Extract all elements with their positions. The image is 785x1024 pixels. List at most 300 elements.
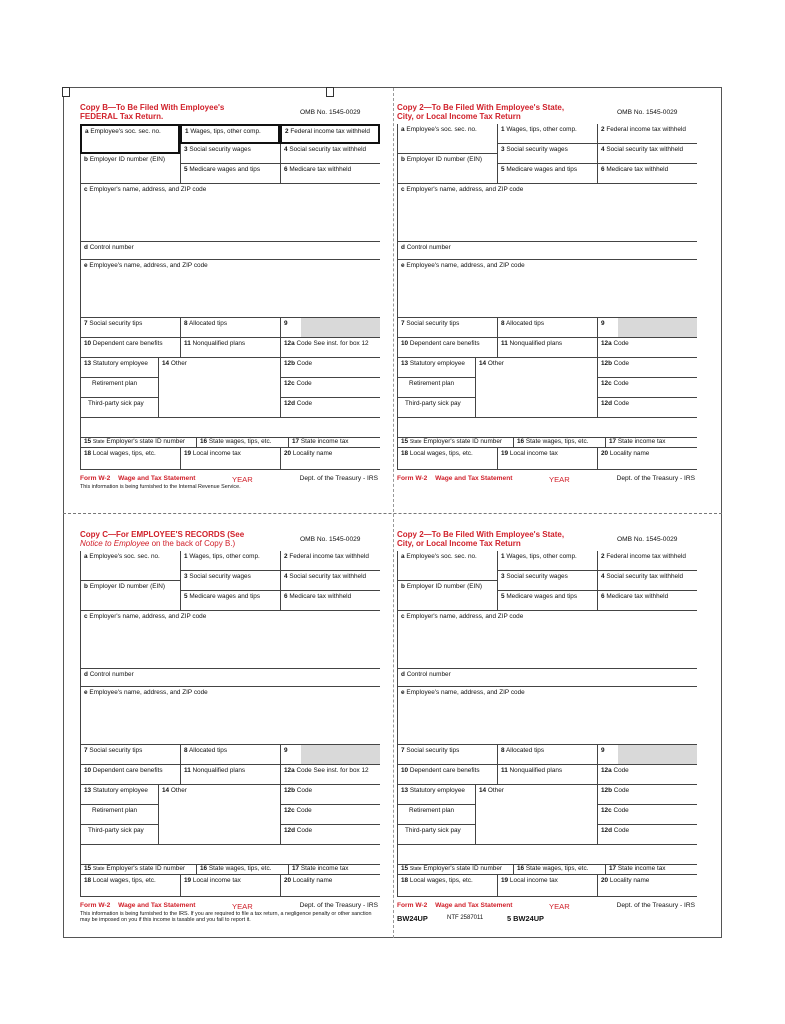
box-16-state-wages-text: State wages, tips, etc.: [525, 438, 589, 445]
box-16-state-wages-num: 16: [517, 438, 525, 445]
box-12c[interactable]: [597, 805, 697, 825]
box-5-medicare-wages-text: Medicare wages and tips: [189, 593, 261, 600]
box-3-ss-wages-label: [184, 573, 251, 580]
box-10-dependent-care-text: Dependent care benefits: [92, 767, 163, 774]
blank-row[interactable]: [397, 418, 697, 438]
box-8-allocated-tips-text: Allocated tips: [189, 747, 228, 754]
box-13-statutory[interactable]: [80, 785, 158, 805]
box-17-state-tax[interactable]: [288, 438, 380, 448]
box-11-nonqualified[interactable]: [180, 765, 280, 785]
box-16-state-wages[interactable]: [196, 438, 288, 448]
box-12c-num: 12c: [284, 807, 295, 814]
box-8-allocated-tips-label: [184, 747, 227, 754]
box-13-retirement-label: [84, 380, 137, 387]
box-6-medicare-tax-label: [284, 593, 351, 600]
copy-title-line2-text: City, or Local Income Tax Return: [397, 111, 521, 121]
box-13-sick-pay[interactable]: [397, 398, 475, 418]
box-1-wages-text: Wages, tips, other comp.: [506, 553, 577, 560]
box-13-retirement-label: [84, 807, 137, 814]
box-7-ss-tips-label: [401, 747, 459, 754]
box-9-shaded: [618, 318, 697, 337]
box-5-medicare-wages[interactable]: [180, 591, 280, 611]
box-e-employee-text: Employee's name, address, and ZIP code: [406, 262, 525, 269]
box-3-ss-wages[interactable]: [180, 571, 280, 591]
box-16-state-wages-label: [200, 438, 271, 445]
box-13-statutory-label: [401, 360, 465, 367]
box-16-state-wages-label: [200, 865, 271, 872]
box-12d[interactable]: [280, 825, 380, 845]
box-17-state-tax[interactable]: [288, 865, 380, 875]
box-9-num: 9: [601, 747, 605, 754]
box-a-ssn[interactable]: [397, 551, 497, 581]
box-18-local-wages[interactable]: [397, 448, 497, 470]
box-11-nonqualified-num: 11: [184, 340, 191, 347]
box-12a-text: Code: [296, 340, 312, 347]
box-c-employer[interactable]: [397, 184, 697, 242]
omb-number: OMB No. 1545-0029: [617, 536, 678, 543]
box-12a-text: Code: [613, 767, 629, 774]
box-12c[interactable]: [280, 378, 380, 398]
box-11-nonqualified-label: [501, 767, 562, 774]
box-13-statutory-num: 13: [84, 787, 92, 794]
box-c-employer[interactable]: [397, 611, 697, 669]
box-19-local-tax[interactable]: [497, 875, 597, 897]
treasury-dept: Dept. of the Treasury - IRS: [616, 902, 695, 909]
box-b-ein[interactable]: [80, 154, 180, 184]
box-17-state-tax[interactable]: [605, 438, 697, 448]
box-12c-num: 12c: [284, 380, 295, 387]
box-16-state-wages[interactable]: [196, 865, 288, 875]
box-12a-label: [601, 340, 629, 347]
treasury-dept: Dept. of the Treasury - IRS: [616, 475, 695, 482]
box-12a-label: [284, 340, 369, 347]
box-b-ein[interactable]: [80, 581, 180, 611]
box-6-medicare-tax[interactable]: [597, 164, 697, 184]
box-2-fed-tax[interactable]: [597, 551, 697, 571]
box-20-locality-num: 20: [284, 877, 292, 884]
box-12b[interactable]: [280, 358, 380, 378]
box-20-locality-label: [284, 877, 332, 884]
box-12b-num: 12b: [601, 787, 613, 794]
box-13-retirement[interactable]: [397, 805, 475, 825]
box-12c-num: 12c: [601, 807, 612, 814]
box-6-medicare-tax-num: 6: [284, 593, 288, 600]
box-a-ssn[interactable]: [397, 124, 497, 154]
box-12b-label: [601, 787, 629, 794]
box-19-local-tax-label: [184, 450, 241, 457]
box-5-medicare-wages[interactable]: [497, 591, 597, 611]
box-18-local-wages-label: [84, 450, 156, 457]
box-12b-text: Code: [613, 360, 630, 367]
box-11-nonqualified[interactable]: [180, 338, 280, 358]
box-12b-text: Code: [613, 787, 630, 794]
box-8-allocated-tips[interactable]: [180, 318, 280, 338]
box-13-statutory-label: [401, 787, 465, 794]
form-name: Form W-2: [397, 475, 428, 482]
box-16-state-wages-num: 16: [200, 438, 208, 445]
box-14-other[interactable]: [475, 785, 597, 845]
box-12a-label: [284, 767, 369, 774]
box-17-state-tax[interactable]: [605, 865, 697, 875]
box-18-local-wages-num: 18: [84, 877, 92, 884]
box-11-nonqualified-text: Nonqualified plans: [509, 340, 563, 347]
box-20-locality-label: [601, 450, 649, 457]
blank-row[interactable]: [80, 845, 380, 865]
box-6-medicare-tax[interactable]: [280, 164, 380, 184]
box-e-employee-label: [84, 689, 208, 696]
box-c-employer[interactable]: [80, 184, 380, 242]
box-5-medicare-wages[interactable]: [180, 164, 280, 184]
box-7-ss-tips-text: Social security tips: [406, 747, 460, 754]
box-13-statutory-label: [84, 787, 148, 794]
box-c-employer-label: [401, 186, 523, 193]
box-9[interactable]: [597, 318, 697, 338]
box-10-dependent-care[interactable]: [397, 338, 497, 358]
box-a-ssn-text: Employee's soc. sec. no.: [406, 126, 477, 133]
box-7-ss-tips-label: [84, 320, 142, 327]
box-4-ss-tax-label: [601, 573, 683, 580]
box-13-statutory[interactable]: [397, 785, 475, 805]
box-c-employer-label: [84, 186, 206, 193]
box-12d[interactable]: [597, 825, 697, 845]
box-a-ssn[interactable]: [80, 124, 180, 154]
w2-copy-2-top: [397, 104, 697, 494]
box-18-local-wages-num: 18: [401, 450, 409, 457]
box-d-control[interactable]: [397, 242, 697, 260]
box-e-employee[interactable]: [80, 260, 380, 318]
box-5-medicare-wages-label: [184, 593, 260, 600]
box-12c-label: [284, 380, 312, 387]
box-9-num: 9: [284, 320, 288, 327]
box-7-ss-tips-num: 7: [401, 320, 405, 327]
box-e-employee-text: Employee's name, address, and ZIP code: [89, 262, 208, 269]
box-3-ss-wages-label: [501, 573, 568, 580]
box-a-ssn-label: [85, 128, 161, 135]
box-3-ss-wages-text: Social security wages: [189, 573, 251, 580]
box-15-state[interactable]: [80, 438, 196, 448]
box-12c[interactable]: [280, 805, 380, 825]
box-6-medicare-tax[interactable]: [597, 591, 697, 611]
form-title: Wage and Tax Statement: [118, 902, 196, 909]
box-1-wages-text: Wages, tips, other comp.: [506, 126, 577, 133]
box-19-local-tax[interactable]: [497, 448, 597, 470]
box-e-employee-num: e: [84, 262, 88, 269]
box-14-other[interactable]: [475, 358, 597, 418]
horizontal-perforation: [63, 513, 722, 514]
box-e-employee-num: e: [84, 689, 88, 696]
tax-year: YEAR: [232, 475, 253, 484]
box-13-sick-pay-label: [401, 400, 461, 407]
box-9[interactable]: [280, 745, 380, 765]
box-9[interactable]: [597, 745, 697, 765]
box-12a-text: Code: [296, 767, 312, 774]
box-15-state[interactable]: [80, 865, 196, 875]
box-e-employee[interactable]: [80, 687, 380, 745]
box-7-ss-tips-num: 7: [401, 747, 405, 754]
box-7-ss-tips[interactable]: [80, 745, 180, 765]
box-14-other[interactable]: [158, 785, 280, 845]
form-name: Form W-2: [397, 902, 428, 909]
box-a-ssn-text: Employee's soc. sec. no.: [90, 128, 161, 135]
box-15-num: 15: [401, 438, 409, 445]
box-13-retirement[interactable]: [80, 378, 158, 398]
box-5-medicare-wages-text: Medicare wages and tips: [506, 166, 578, 173]
box-3-ss-wages-label: [501, 146, 568, 153]
box-d-control-text: Control number: [406, 671, 451, 678]
box-7-ss-tips[interactable]: [80, 318, 180, 338]
box-17-state-tax-label: [609, 438, 666, 445]
box-18-local-wages[interactable]: [80, 875, 180, 897]
box-16-state-wages-label: [517, 438, 588, 445]
box-13-statutory[interactable]: [80, 358, 158, 378]
box-18-local-wages-num: 18: [84, 450, 92, 457]
box-4-ss-tax[interactable]: [280, 144, 380, 164]
box-7-ss-tips-text: Social security tips: [89, 747, 143, 754]
box-15-state[interactable]: [397, 438, 513, 448]
box-12b[interactable]: [597, 785, 697, 805]
box-2-fed-tax-label: [601, 126, 686, 133]
copy-title-line2: [397, 113, 597, 122]
box-d-control-text: Control number: [406, 244, 451, 251]
box-3-ss-wages[interactable]: [497, 571, 597, 591]
box-19-local-tax-text: Local income tax: [192, 877, 241, 884]
box-19-local-tax[interactable]: [180, 875, 280, 897]
box-5-medicare-wages-label: [501, 593, 577, 600]
box-10-dependent-care[interactable]: [80, 765, 180, 785]
box-9-label: [601, 747, 605, 754]
box-13-retirement-retire: Retirement plan: [409, 380, 455, 387]
box-2-fed-tax-label: [601, 553, 686, 560]
box-15-text: Employer's state ID number: [423, 865, 503, 872]
box-d-control-num: d: [84, 244, 88, 251]
box-10-dependent-care[interactable]: [80, 338, 180, 358]
box-b-ein[interactable]: [397, 581, 497, 611]
box-12d[interactable]: [597, 398, 697, 418]
box-c-employer-text: Employer's name, address, and ZIP code: [89, 613, 207, 620]
box-11-nonqualified-label: [501, 340, 562, 347]
box-12d-label: [601, 400, 629, 407]
form-name: Form W-2: [80, 475, 111, 482]
box-2-fed-tax-label: [285, 128, 370, 135]
box-4-ss-tax-num: 4: [284, 573, 288, 580]
box-15-text: Employer's state ID number: [106, 865, 186, 872]
box-9-shaded: [301, 745, 380, 764]
omb-number: OMB No. 1545-0029: [300, 109, 361, 116]
blank-row[interactable]: [80, 418, 380, 438]
box-15-num: 15: [84, 438, 92, 445]
box-15-state[interactable]: [397, 865, 513, 875]
box-20-locality[interactable]: [280, 448, 380, 470]
box-4-ss-tax[interactable]: [597, 571, 697, 591]
box-2-fed-tax[interactable]: [597, 124, 697, 144]
box-17-state-tax-text: State income tax: [617, 438, 666, 445]
footer-note: This information is being furnished to the Internal Revenue Service.: [80, 484, 241, 490]
box-6-medicare-tax[interactable]: [280, 591, 380, 611]
box-12b-text: Code: [296, 787, 313, 794]
box-12b-label: [284, 360, 312, 367]
box-20-locality-text: Locality name: [609, 450, 650, 457]
box-b-ein-num: b: [401, 156, 405, 163]
box-12a[interactable]: [280, 765, 380, 785]
box-12a[interactable]: [597, 765, 697, 785]
bottom-code-mid: NTF 2587011: [447, 915, 484, 921]
box-c-employer-label: [84, 613, 206, 620]
box-d-control[interactable]: [80, 669, 380, 687]
box-12b[interactable]: [280, 785, 380, 805]
box-e-employee[interactable]: [397, 687, 697, 745]
box-4-ss-tax[interactable]: [597, 144, 697, 164]
box-20-locality[interactable]: [597, 448, 697, 470]
box-b-ein-num: b: [84, 156, 88, 163]
box-9[interactable]: [280, 318, 380, 338]
box-18-local-wages-text: Local wages, tips, etc.: [409, 450, 473, 457]
box-12c[interactable]: [597, 378, 697, 398]
box-18-local-wages[interactable]: [80, 448, 180, 470]
box-4-ss-tax[interactable]: [280, 571, 380, 591]
box-12a[interactable]: [597, 338, 697, 358]
box-4-ss-tax-text: Social security tax withheld: [606, 573, 684, 580]
box-a-ssn[interactable]: [80, 551, 180, 581]
box-7-ss-tips[interactable]: [397, 318, 497, 338]
box-6-medicare-tax-label: [601, 166, 668, 173]
treasury-dept: Dept. of the Treasury - IRS: [299, 902, 378, 909]
box-15-state-word: State: [409, 866, 422, 872]
box-2-fed-tax-text: Federal income tax withheld: [290, 128, 370, 135]
box-17-state-tax-text: State income tax: [300, 438, 349, 445]
box-2-fed-tax-label: [284, 553, 369, 560]
box-1-wages[interactable]: [180, 124, 280, 144]
box-10-dependent-care[interactable]: [397, 765, 497, 785]
box-3-ss-wages[interactable]: [180, 144, 280, 164]
box-12a-num: 12a: [284, 767, 295, 774]
box-2-fed-tax[interactable]: [280, 551, 380, 571]
box-9-label: [284, 747, 288, 754]
box-14-other-label: [479, 360, 504, 367]
box-3-ss-wages-num: 3: [184, 146, 188, 153]
box-13-statutory[interactable]: [397, 358, 475, 378]
box-13-retirement[interactable]: [397, 378, 475, 398]
box-16-state-wages-text: State wages, tips, etc.: [525, 865, 589, 872]
box-16-state-wages-label: [517, 865, 588, 872]
box-17-state-tax-num: 17: [292, 865, 300, 872]
box-11-nonqualified-num: 11: [184, 767, 191, 774]
box-e-employee[interactable]: [397, 260, 697, 318]
box-13-sick-pay-sick: Third-party sick pay: [88, 400, 144, 407]
box-12b-label: [284, 787, 312, 794]
box-2-fed-tax-num: 2: [284, 553, 288, 560]
box-18-local-wages-text: Local wages, tips, etc.: [409, 877, 473, 884]
box-e-employee-label: [401, 262, 525, 269]
box-13-sick-pay[interactable]: [80, 825, 158, 845]
box-16-state-wages[interactable]: [513, 865, 605, 875]
box-4-ss-tax-text: Social security tax withheld: [289, 573, 367, 580]
box-1-wages-text: Wages, tips, other comp.: [190, 128, 261, 135]
box-12c-label: [284, 807, 312, 814]
box-13-sick-pay[interactable]: [397, 825, 475, 845]
box-11-nonqualified-num: 11: [501, 767, 508, 774]
box-7-ss-tips-num: 7: [84, 320, 88, 327]
box-3-ss-wages[interactable]: [497, 144, 597, 164]
box-5-medicare-wages-label: [184, 166, 260, 173]
box-b-ein-text: Employer ID number (EIN): [89, 583, 165, 590]
box-c-employer[interactable]: [80, 611, 380, 669]
box-12d[interactable]: [280, 398, 380, 418]
box-e-employee-text: Employee's name, address, and ZIP code: [89, 689, 208, 696]
box-20-locality[interactable]: [280, 875, 380, 897]
box-13-retirement-retire: Retirement plan: [92, 807, 138, 814]
box-d-control-num: d: [401, 671, 405, 678]
box-8-allocated-tips-label: [501, 320, 544, 327]
box-12a[interactable]: [280, 338, 380, 358]
box-19-local-tax-label: [184, 877, 241, 884]
box-11-nonqualified[interactable]: [497, 765, 597, 785]
box-5-medicare-wages[interactable]: [497, 164, 597, 184]
box-12b[interactable]: [597, 358, 697, 378]
box-19-local-tax-num: 19: [184, 450, 192, 457]
box-8-allocated-tips-text: Allocated tips: [506, 747, 545, 754]
box-13-retirement[interactable]: [80, 805, 158, 825]
tax-year: YEAR: [549, 902, 570, 911]
box-3-ss-wages-text: Social security wages: [189, 146, 251, 153]
box-12d-text: Code: [296, 827, 313, 834]
box-b-ein[interactable]: [397, 154, 497, 184]
box-19-local-tax[interactable]: [180, 448, 280, 470]
box-1-wages[interactable]: [180, 551, 280, 571]
box-11-nonqualified-text: Nonqualified plans: [192, 340, 246, 347]
box-2-fed-tax[interactable]: [280, 124, 380, 144]
box-12b-num: 12b: [284, 360, 296, 367]
box-1-wages-num: 1: [501, 553, 505, 560]
box-10-dependent-care-label: [84, 340, 163, 347]
box-8-allocated-tips-num: 8: [501, 320, 505, 327]
box-14-other[interactable]: [158, 358, 280, 418]
box-20-locality[interactable]: [597, 875, 697, 897]
box-6-medicare-tax-num: 6: [284, 166, 288, 173]
box-1-wages-text: Wages, tips, other comp.: [189, 553, 260, 560]
box-8-allocated-tips[interactable]: [180, 745, 280, 765]
box-d-control[interactable]: [397, 669, 697, 687]
box-11-nonqualified-label: [184, 340, 245, 347]
box-7-ss-tips[interactable]: [397, 745, 497, 765]
box-13-sick-pay[interactable]: [80, 398, 158, 418]
box-4-ss-tax-text: Social security tax withheld: [289, 146, 367, 153]
box-12d-text: Code: [296, 400, 313, 407]
form-title: Wage and Tax Statement: [118, 475, 196, 482]
box-9-label: [601, 320, 605, 327]
box-12d-label: [284, 827, 312, 834]
box-19-local-tax-text: Local income tax: [509, 877, 558, 884]
box-11-nonqualified[interactable]: [497, 338, 597, 358]
box-1-wages[interactable]: [497, 551, 597, 571]
box-16-state-wages[interactable]: [513, 438, 605, 448]
box-12d-num: 12d: [601, 827, 613, 834]
blank-row[interactable]: [397, 845, 697, 865]
box-12c-text: Code: [613, 807, 629, 814]
box-4-ss-tax-label: [284, 573, 366, 580]
box-8-allocated-tips[interactable]: [497, 318, 597, 338]
box-1-wages[interactable]: [497, 124, 597, 144]
box-18-local-wages[interactable]: [397, 875, 497, 897]
box-d-control[interactable]: [80, 242, 380, 260]
form-footer: [397, 902, 697, 909]
box-b-ein-num: b: [401, 583, 405, 590]
box-8-allocated-tips[interactable]: [497, 745, 597, 765]
box-17-state-tax-label: [292, 865, 349, 872]
box-13-retirement-retire: Retirement plan: [92, 380, 138, 387]
box-1-wages-num: 1: [185, 128, 189, 135]
box-15-text: Employer's state ID number: [106, 438, 186, 445]
copy-title: [80, 104, 280, 124]
